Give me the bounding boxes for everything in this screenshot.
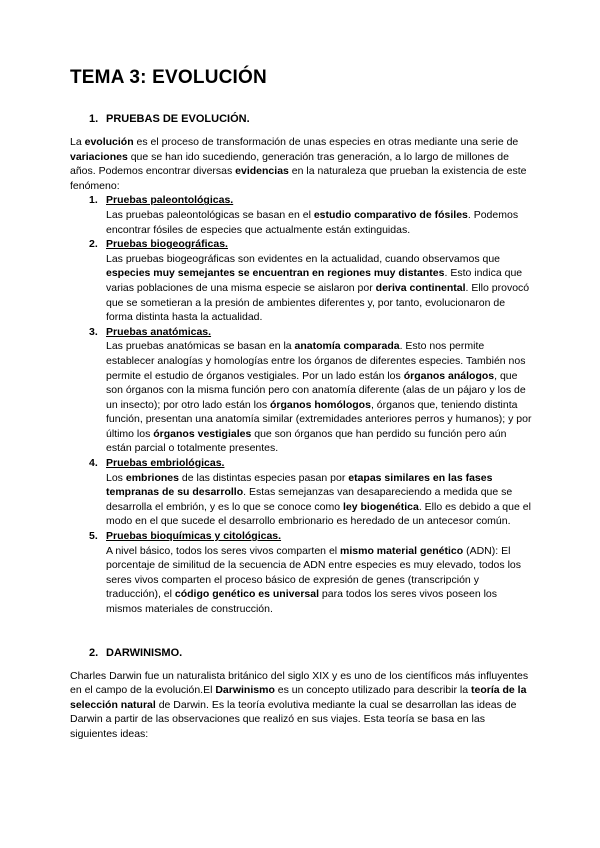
list-item-body: A nivel básico, todos los seres vivos comparten el mismo material genético (ADN): El porcentaje de similitud de la secuencia de ADN entre especies es muy elevado, todos los seres vivos comparten el proceso básico de expresión de genes (transcripción y traducción), el código genético es universal para todos los seres vivos poseen los mismos materiales de construcción. bbox=[106, 544, 521, 615]
list-item-number: 1. bbox=[89, 194, 98, 207]
list-item-body: Las pruebas paleontológicas se basan en el estudio comparativo de fósiles. Podemos encontrar fósiles de especies que actualmente están extinguidas. bbox=[106, 208, 519, 236]
list-item-number: 4. bbox=[89, 457, 98, 470]
section-2-number: 2. bbox=[89, 646, 99, 659]
list-item-paleontological bbox=[70, 193, 532, 237]
section-1-number: 1. bbox=[89, 113, 99, 125]
list-item-number: 5. bbox=[89, 530, 98, 543]
list-item-biochemical bbox=[70, 529, 532, 617]
list-item-body: Las pruebas anatómicas se basan en la anatomía comparada. Esto nos permite establecer analogías y homologías entre los órganos de diferentes especies. También nos permite el estudio de órganos vestigiales. Por un lado están los órganos análogos, que son órganos con la misma función pero con anatomía diferente (alas de un pájaro y los de un insecto); por otro lado están los órganos homólogos, órganos que, teniendo distinta función, presentan una anatomía similar (extremidades anteriores perros y humanos); y por último los órganos vestigiales que son órganos que han perdido su función pero aún están parcial o totalmente presentes. bbox=[106, 340, 532, 455]
list-item-biogeographical bbox=[70, 237, 532, 325]
intro-paragraph: La evolución es el proceso de transformación de unas especies en otras mediante una serie de variaciones que se han ido sucediendo, generación tras generación, a lo largo de millones de años. Podemos encontrar diversas evidencias en la naturaleza que prueban la existencia de este fenómeno: bbox=[70, 136, 527, 192]
section-1-heading bbox=[89, 112, 532, 126]
list-item-body: Los embriones de las distintas especies pasan por etapas similares en las fases tempranas de su desarrollo. Estas semejanzas van desapareciendo a medida que se desarrolla el embrión, y es lo que se conoce como ley biogenética. Ello es debido a que el modo en el que sucede el desarrollo embrionario es heredado de un antecesor común. bbox=[106, 471, 531, 528]
list-item-heading: Pruebas embriológicas. bbox=[106, 457, 225, 470]
list-item-content bbox=[106, 237, 532, 325]
section-2-heading-text: DARWINISMO. bbox=[106, 646, 183, 659]
list-item-heading: Pruebas biogeográficas. bbox=[106, 238, 228, 251]
list-item-embryological bbox=[70, 456, 532, 529]
list-item-content bbox=[106, 456, 532, 529]
list-item-heading: Pruebas anatómicas. bbox=[106, 325, 212, 338]
list-item-body: Las pruebas biogeográficas son evidentes en la actualidad, cuando observamos que especies muy semejantes se encuentran en regiones muy distantes. Esto indica que varias poblaciones de una misma especie se aislaron por deriva continental. Ello provocó que se sometieran a la presión de ambientes diferentes y, por tanto, evolucionaron de forma distinta hasta la actualidad. bbox=[106, 252, 530, 324]
section-1-heading-text: PRUEBAS DE EVOLUCIÓN. bbox=[106, 113, 250, 125]
evidence-list bbox=[70, 193, 532, 616]
page-title: TEMA 3: EVOLUCIÓN bbox=[70, 67, 267, 88]
darwinism-paragraph: Charles Darwin fue un naturalista británico del siglo XIX y es uno de los científicos más influyentes en el campo de la evolución.El Darwinismo es un concepto utilizado para describir la teoría de la selección natural de Darwin. Es la teoría evolutiva mediante la cual se desarrollan las ideas de Darwin a partir de las observaciones que realizó en sus viajes. Esta teoría se basa en las siguientes ideas: bbox=[70, 669, 529, 740]
list-item-number: 3. bbox=[89, 325, 98, 338]
list-item-heading: Pruebas paleontológicas. bbox=[106, 194, 234, 207]
list-item-heading: Pruebas bioquímicas y citológicas. bbox=[106, 530, 282, 543]
list-item-anatomical bbox=[70, 325, 532, 456]
list-item-content bbox=[106, 529, 532, 617]
list-item-content bbox=[106, 325, 532, 456]
list-item-number: 2. bbox=[89, 238, 98, 251]
section-2-heading bbox=[89, 646, 532, 660]
list-item-content bbox=[106, 193, 532, 237]
